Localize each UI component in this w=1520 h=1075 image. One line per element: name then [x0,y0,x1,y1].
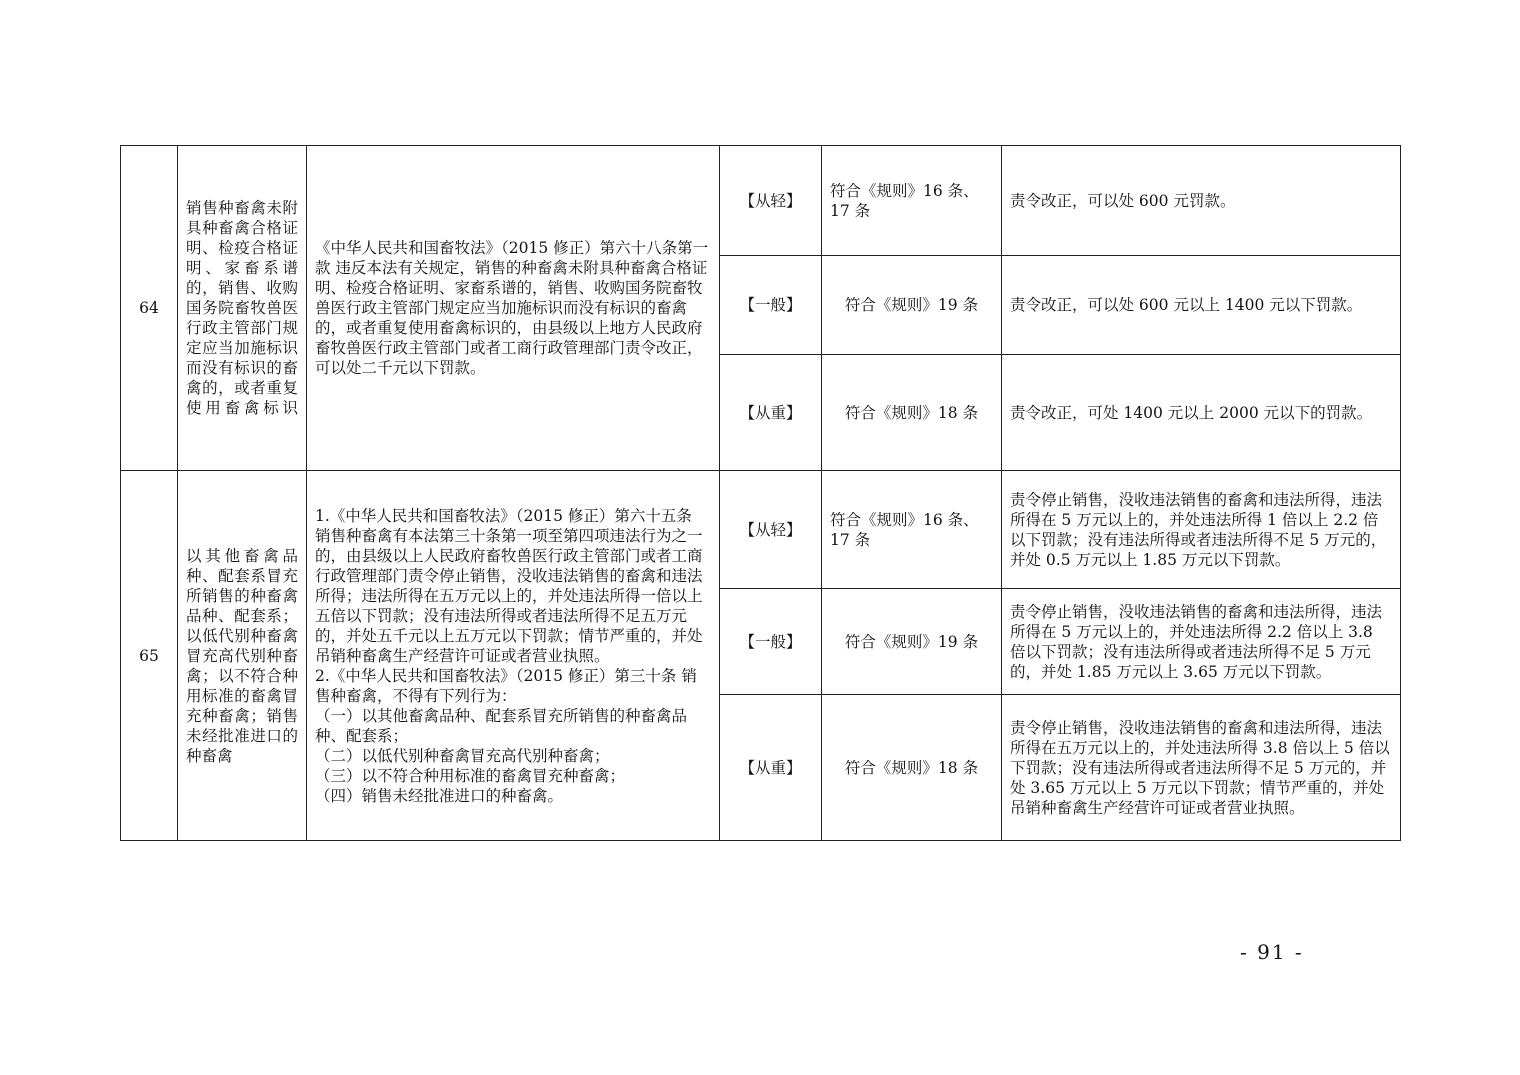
applicable-condition: 符合《规则》16 条、17 条 [822,146,1002,256]
discretion-level: 【从重】 [720,695,822,841]
penalty-table [120,145,1401,841]
legal-basis-list-item: （一）以其他畜禽品种、配套系冒充所销售的种畜禽品种、配套系； [315,706,688,745]
applicable-condition: 符合《规则》19 条 [822,256,1002,355]
discretion-level: 【从轻】 [720,146,822,256]
penalty-measure: 责令改正，可以处 600 元罚款。 [1002,146,1401,256]
penalty-measure: 责令停止销售，没收违法销售的畜禽和违法所得，违法所得在 5 万元以上的，并处违法所得 2.2 倍以上 3.8 倍以下罚款；没有违法所得或者违法所得不足 5 万元的，并处 1.85 万元以上 3.65 万元以下罚款。 [1002,589,1401,695]
discretion-level: 【一般】 [720,256,822,355]
legal-basis-paragraph-2: 2.《中华人民共和国畜牧法》（2015 修正）第三十条 销售种畜禽，不得有下列行为： [315,666,697,705]
table-row [121,146,1401,256]
applicable-condition: 符合《规则》16 条、17 条 [822,471,1002,589]
discretion-level: 【一般】 [720,589,822,695]
applicable-condition: 符合《规则》18 条 [822,355,1002,471]
applicable-condition: 符合《规则》18 条 [822,695,1002,841]
page-number: - 91 - [1240,940,1304,964]
discretion-level: 【从轻】 [720,471,822,589]
penalty-measure: 责令停止销售，没收违法销售的畜禽和违法所得，违法所得在五万元以上的，并处违法所得 3.8 倍以上 5 倍以下罚款；没有违法所得或者违法所得不足 5 万元的，并处 3.65 万元以上 5 万元以下罚款；情节严重的，并处吊销种畜禽生产经营许可证或者营业执照。 [1002,695,1401,841]
applicable-condition: 符合《规则》19 条 [822,589,1002,695]
penalty-measure: 责令改正，可处 1400 元以上 2000 元以下的罚款。 [1002,355,1401,471]
table-row [121,471,1401,589]
penalty-measure: 责令改正，可以处 600 元以上 1400 元以下罚款。 [1002,256,1401,355]
legal-basis-paragraph-1: 1.《中华人民共和国畜牧法》（2015 修正）第六十五条 销售种畜禽有本法第三十条第一项至第四项违法行为之一的，由县级以上人民政府畜牧兽医行政主管部门或者工商行政管理部门责令停止销售，没收违法销售的畜禽和违法所得；违法所得在五万元以上的，并处违法所得一倍以上五倍以下罚款；没有违法所得或者违法所得不足五万元的，并处五千元以上五万元以下罚款；情节严重的，并处吊销种畜禽生产经营许可证或者营业执照。 [315,506,703,665]
legal-basis: 《中华人民共和国畜牧法》（2015 修正）第六十八条第一款 违反本法有关规定，销售的种畜禽未附具种畜禽合格证明、检疫合格证明、家畜系谱的，销售、收购国务院畜牧兽医行政主管部门规定应当加施标识而没有标识的畜禽的，或者重复使用畜禽标识的，由县级以上地方人民政府畜牧兽医行政主管部门或者工商行政管理部门责令改正，可以处二千元以下罚款。 [307,146,720,471]
legal-basis-list-item: （三）以不符合种用标准的畜禽冒充种畜禽； [315,766,626,785]
discretion-level: 【从重】 [720,355,822,471]
legal-basis [307,471,720,841]
row-number: 64 [121,146,178,471]
violation-item: 销售种畜禽未附具种畜禽合格证明、检疫合格证明、家畜系谱的，销售、收购国务院畜牧兽医行政主管部门规定应当加施标识而没有标识的畜禽的，或者重复使用畜禽标识 [178,146,307,471]
violation-item: 以其他畜禽品种、配套系冒充所销售的种畜禽品种、配套系；以低代别种畜禽冒充高代别种畜禽；以不符合种用标准的畜禽冒充种畜禽；销售未经批准进口的种畜禽 [178,471,307,841]
penalty-measure: 责令停止销售，没收违法销售的畜禽和违法所得，违法所得在 5 万元以上的，并处违法所得 1 倍以上 2.2 倍以下罚款；没有违法所得或者违法所得不足 5 万元的，并处 0.5 万元以上 1.85 万元以下罚款。 [1002,471,1401,589]
legal-basis-list-item: （二）以低代别种畜禽冒充高代别种畜禽； [315,746,610,765]
legal-basis-list-item: （四）销售未经批准进口的种畜禽。 [315,786,564,805]
row-number: 65 [121,471,178,841]
